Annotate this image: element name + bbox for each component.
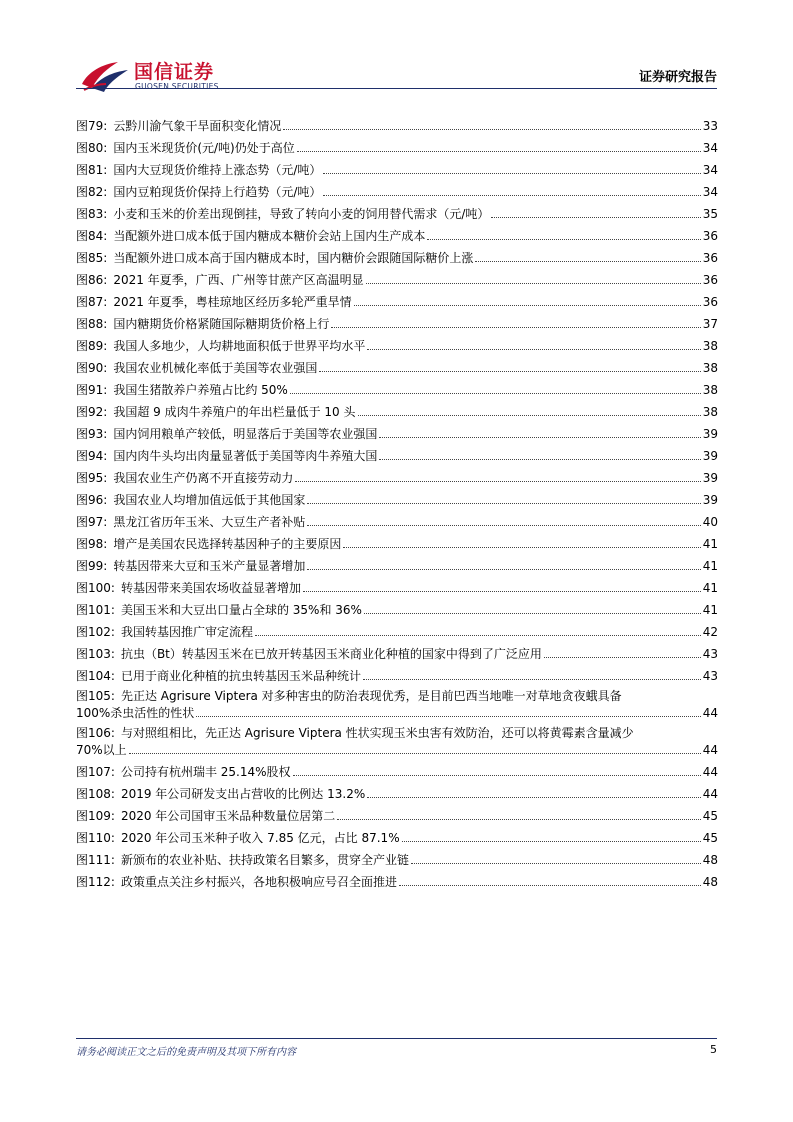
toc-entry[interactable] — [76, 136, 718, 158]
toc-entry-label: 图111: — [76, 852, 115, 867]
toc-dot-leader — [366, 283, 701, 284]
toc-entry-title: 美国玉米和大豆出口量占全球的 35%和 36% — [120, 602, 362, 617]
toc-entry-label: 图89: — [76, 338, 108, 353]
toc-entry-label: 图94: — [76, 448, 108, 463]
toc-entry-label: 图80: — [76, 140, 108, 155]
toc-dot-leader — [427, 239, 700, 240]
toc-entry-page: 44 — [702, 742, 718, 757]
toc-entry-page: 33 — [702, 118, 718, 133]
toc-entry-page: 45 — [702, 830, 718, 845]
toc-entry[interactable] — [76, 620, 718, 642]
toc-entry-page: 34 — [702, 162, 718, 177]
toc-entry[interactable] — [76, 488, 718, 510]
toc-entry-page: 38 — [702, 404, 718, 419]
toc-entry-title: 与对照组相比，先正达 Agrisure Viptera 性状实现玉米虫害有效防治，还可以将黄霉素含量减少 — [120, 725, 634, 740]
toc-dot-leader — [307, 503, 700, 504]
toc-entry-label: 图104: — [76, 668, 115, 683]
toc-entry-page: 37 — [702, 316, 718, 331]
toc-entry-page: 36 — [702, 228, 718, 243]
toc-entry-label: 图108: — [76, 786, 115, 801]
toc-entry-page: 44 — [702, 786, 718, 801]
toc-dot-leader — [367, 797, 700, 798]
toc-entry-title: 抗虫（Bt）转基因玉米在已放开转基因玉米商业化种植的国家中得到了广泛应用 — [120, 646, 542, 661]
toc-entry-page: 41 — [702, 580, 718, 595]
toc-entry[interactable] — [76, 804, 718, 826]
footer-divider — [76, 1038, 717, 1039]
toc-entry-page: 45 — [702, 808, 718, 823]
toc-entry-line1 — [76, 689, 718, 704]
toc-entry-title: 转基因带来美国农场收益显著增加 — [120, 580, 301, 595]
toc-entry-label: 图110: — [76, 830, 115, 845]
toc-entry-line1 — [76, 726, 718, 741]
page-header — [0, 0, 793, 110]
toc-entry-label: 图85: — [76, 250, 108, 265]
brand-name-cn: 国信证券 — [134, 61, 215, 83]
toc-dot-leader — [307, 569, 700, 570]
toc-entry-label: 图86: — [76, 272, 108, 287]
toc-dot-leader — [323, 173, 700, 174]
toc-entry[interactable] — [76, 400, 718, 422]
toc-dot-leader — [544, 657, 701, 658]
toc-dot-leader — [367, 349, 700, 350]
toc-entry-label: 图99: — [76, 558, 108, 573]
toc-dot-leader — [337, 819, 700, 820]
toc-entry-label: 图88: — [76, 316, 108, 331]
toc-entry-label: 图84: — [76, 228, 108, 243]
toc-entry-title: 国内大豆现货价维持上涨态势（元/吨） — [113, 162, 322, 177]
toc-dot-leader — [491, 217, 700, 218]
disclaimer-text: 请务必阅读正文之后的免责声明及其项下所有内容 — [76, 1047, 296, 1058]
toc-dot-leader — [411, 863, 701, 864]
toc-entry-title: 我国农业机械化率低于美国等农业强国 — [113, 360, 318, 375]
toc-dot-leader — [399, 885, 701, 886]
toc-entry-page: 41 — [702, 602, 718, 617]
header-divider — [76, 88, 717, 89]
toc-entry[interactable] — [76, 723, 718, 760]
toc-dot-leader — [402, 841, 701, 842]
toc-dot-leader — [129, 753, 701, 754]
toc-entry[interactable] — [76, 510, 718, 532]
toc-entry-page: 34 — [702, 184, 718, 199]
toc-entry[interactable] — [76, 158, 718, 180]
toc-entry-title: 转基因带来大豆和玉米产量显著增加 — [113, 558, 306, 573]
toc-entry-page: 36 — [702, 272, 718, 287]
toc-entry-label: 图105: — [76, 688, 115, 703]
toc-entry-label: 图93: — [76, 426, 108, 441]
toc-entry-title: 国内玉米现货价(元/吨)仍处于高位 — [113, 140, 295, 155]
toc-entry-page: 43 — [702, 668, 718, 683]
toc-entry-title: 我国转基因推广审定流程 — [120, 624, 253, 639]
toc-entry-page: 39 — [702, 470, 718, 485]
toc-entry-page: 41 — [702, 536, 718, 551]
toc-dot-leader — [364, 613, 701, 614]
toc-entry-label: 图98: — [76, 536, 108, 551]
toc-dot-leader — [290, 393, 701, 394]
toc-dot-leader — [303, 591, 701, 592]
toc-entry-title: 当配额外进口成本低于国内糖成本糖价会站上国内生产成本 — [113, 228, 426, 243]
toc-entry-label: 图92: — [76, 404, 108, 419]
toc-entry-line2 — [76, 704, 718, 721]
toc-entry-page: 38 — [702, 382, 718, 397]
toc-entry-title: 2020 年公司玉米种子收入 7.85 亿元，占比 87.1% — [120, 830, 400, 845]
toc-entry-page: 36 — [702, 294, 718, 309]
toc-entry-title: 当配额外进口成本高于国内糖成本时，国内糖价会跟随国际糖价上涨 — [113, 250, 474, 265]
toc-entry[interactable] — [76, 202, 718, 224]
toc-entry-title: 小麦和玉米的价差出现倒挂，导致了转向小麦的饲用替代需求（元/吨） — [113, 206, 490, 221]
toc-entry-title: 新颁布的农业补贴、扶持政策名目繁多，贯穿全产业链 — [120, 852, 409, 867]
toc-entry-title: 公司持有杭州瑞丰 25.14%股权 — [120, 764, 291, 779]
toc-entry-title: 已用于商业化种植的抗虫转基因玉米品种统计 — [120, 668, 361, 683]
toc-dot-leader — [283, 129, 700, 130]
toc-entry[interactable] — [76, 290, 718, 312]
toc-entry-page: 48 — [702, 852, 718, 867]
toc-entry-title: 我国农业人均增加值远低于其他国家 — [113, 492, 306, 507]
toc-dot-leader — [295, 481, 700, 482]
toc-entry-label: 图82: — [76, 184, 108, 199]
toc-entry[interactable] — [76, 782, 718, 804]
toc-entry-label: 图97: — [76, 514, 108, 529]
toc-entry-page: 44 — [702, 764, 718, 779]
toc-entry[interactable] — [76, 576, 718, 598]
page-number: 5 — [710, 1043, 717, 1056]
toc-entry-title: 国内饲用粮单产较低，明显落后于美国等农业强国 — [113, 426, 378, 441]
toc-entry-title: 我国超 9 成肉牛养殖户的年出栏量低于 10 头 — [113, 404, 356, 419]
toc-dot-leader — [379, 437, 700, 438]
toc-dot-leader — [323, 195, 700, 196]
toc-entry[interactable] — [76, 114, 718, 136]
toc-entry-page: 38 — [702, 338, 718, 353]
toc-entry-label: 图95: — [76, 470, 108, 485]
toc-entry-label: 图107: — [76, 764, 115, 779]
toc-entry-title: 2019 年公司研发支出占营收的比例达 13.2% — [120, 786, 366, 801]
toc-entry-label: 图79: — [76, 118, 108, 133]
toc-entry-page: 39 — [702, 448, 718, 463]
toc-dot-leader — [475, 261, 700, 262]
toc-entry[interactable] — [76, 246, 718, 268]
toc-entry-title-continued: 70%以上 — [76, 742, 127, 757]
toc-entry[interactable] — [76, 826, 718, 848]
toc-entry-page: 44 — [702, 705, 718, 720]
toc-entry-title: 政策重点关注乡村振兴，各地积极响应号召全面推进 — [120, 874, 397, 889]
toc-entry-label: 图101: — [76, 602, 115, 617]
toc-entry[interactable] — [76, 760, 718, 782]
toc-dot-leader — [293, 775, 701, 776]
toc-dot-leader — [196, 716, 700, 717]
toc-entry[interactable] — [76, 642, 718, 664]
toc-entry-label: 图90: — [76, 360, 108, 375]
toc-entry-title: 国内豆粕现货价保持上行趋势（元/吨） — [113, 184, 322, 199]
toc-entry-title: 黑龙江省历年玉米、大豆生产者补贴 — [113, 514, 306, 529]
toc-entry[interactable] — [76, 532, 718, 554]
toc-dot-leader — [319, 371, 700, 372]
toc-entry[interactable] — [76, 554, 718, 576]
toc-entry-page: 43 — [702, 646, 718, 661]
toc-entry[interactable] — [76, 312, 718, 334]
toc-entry[interactable] — [76, 444, 718, 466]
toc-dot-leader — [307, 525, 700, 526]
toc-entry[interactable] — [76, 598, 718, 620]
toc-entry[interactable] — [76, 356, 718, 378]
toc-entry[interactable] — [76, 180, 718, 202]
toc-entry-page: 39 — [702, 426, 718, 441]
toc-entry-page: 40 — [702, 514, 718, 529]
toc-entry-label: 图102: — [76, 624, 115, 639]
toc-dot-leader — [331, 327, 700, 328]
guosen-logo — [78, 54, 228, 100]
toc-entry-title: 国内糖期货价格紧随国际糖期货价格上行 — [113, 316, 330, 331]
toc-entry-title: 国内肉牛头均出肉量显著低于美国等肉牛养殖大国 — [113, 448, 378, 463]
toc-entry-page: 34 — [702, 140, 718, 155]
toc-entry[interactable] — [76, 268, 718, 290]
toc-entry-title: 2021 年夏季，广西、广州等甘蔗产区高温明显 — [113, 272, 364, 287]
toc-entry-title: 我国生猪散养户养殖占比约 50% — [113, 382, 288, 397]
toc-dot-leader — [255, 635, 701, 636]
brand-name-en: GUOSEN SECURITIES — [135, 82, 219, 91]
toc-entry[interactable] — [76, 848, 718, 870]
toc-entry-page: 36 — [702, 250, 718, 265]
toc-entry[interactable] — [76, 664, 718, 686]
toc-entry[interactable] — [76, 378, 718, 400]
toc-entry-label: 图103: — [76, 646, 115, 661]
toc-entry-label: 图87: — [76, 294, 108, 309]
toc-entry-page: 35 — [702, 206, 718, 221]
toc-entry[interactable] — [76, 334, 718, 356]
toc-entry[interactable] — [76, 870, 718, 892]
report-type: 证券研究报告 — [638, 70, 717, 85]
toc-entry-label: 图81: — [76, 162, 108, 177]
toc-entry-page: 48 — [702, 874, 718, 889]
toc-dot-leader — [354, 305, 701, 306]
toc-entry-page: 41 — [702, 558, 718, 573]
toc-entry-title: 增产是美国农民选择转基因种子的主要原因 — [113, 536, 342, 551]
toc-entry[interactable] — [76, 466, 718, 488]
toc-entry-title: 云黔川渝气象干旱面积变化情况 — [113, 118, 282, 133]
toc-entry-page: 38 — [702, 360, 718, 375]
toc-entry-title: 2020 年公司国审玉米品种数量位居第二 — [120, 808, 336, 823]
toc-entry-title: 2021 年夏季，粤桂琼地区经历多轮严重旱情 — [113, 294, 352, 309]
toc-entry-title: 先正达 Agrisure Viptera 对多种害虫的防治表现优秀，是目前巴西当地唯一对草地贪夜蛾具备 — [120, 688, 622, 703]
toc-entry-page: 42 — [702, 624, 718, 639]
toc-entry-label: 图106: — [76, 725, 115, 740]
toc-entry[interactable] — [76, 686, 718, 723]
figure-table-of-contents — [76, 114, 718, 892]
toc-entry-page: 39 — [702, 492, 718, 507]
toc-dot-leader — [379, 459, 700, 460]
toc-entry-label: 图83: — [76, 206, 108, 221]
toc-dot-leader — [358, 415, 701, 416]
toc-entry-title: 我国农业生产仍离不开直接劳动力 — [113, 470, 294, 485]
toc-entry[interactable] — [76, 224, 718, 246]
toc-entry-title: 我国人多地少，人均耕地面积低于世界平均水平 — [113, 338, 366, 353]
toc-entry-label: 图112: — [76, 874, 115, 889]
toc-dot-leader — [363, 679, 701, 680]
toc-entry-label: 图96: — [76, 492, 108, 507]
toc-entry-title-continued: 100%杀虫活性的性状 — [76, 705, 195, 720]
toc-entry-label: 图91: — [76, 382, 108, 397]
toc-entry-label: 图109: — [76, 808, 115, 823]
toc-entry[interactable] — [76, 422, 718, 444]
toc-dot-leader — [343, 547, 700, 548]
toc-entry-line2 — [76, 741, 718, 758]
toc-entry-label: 图100: — [76, 580, 115, 595]
toc-dot-leader — [297, 151, 701, 152]
